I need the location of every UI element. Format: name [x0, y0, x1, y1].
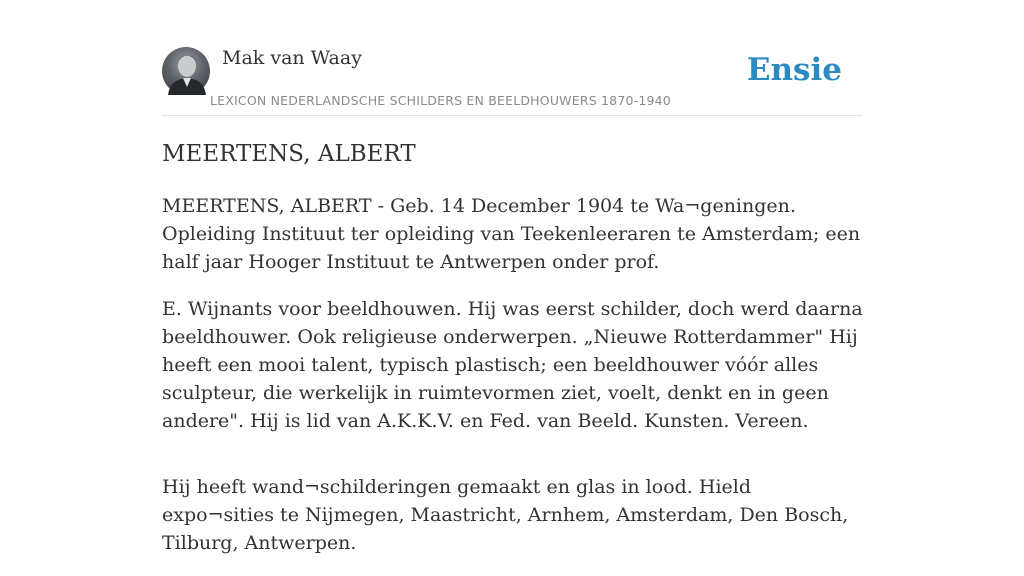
article-body	[162, 192, 867, 576]
article-paragraph: Hij heeft wand¬schilderingen gemaakt en glas in lood. Hield expo¬sities te Nijmegen, Maastricht, Arnhem, Amsterdam, Den Bosch, Tilburg, Antwerpen.	[162, 476, 849, 554]
portrait-icon	[162, 47, 210, 95]
brand-logo[interactable]: Ensie	[746, 52, 842, 88]
header	[162, 46, 862, 116]
article-title: MEERTENS, ALBERT	[162, 141, 416, 167]
article-paragraph: E. Wijnants voor beeldhouwen. Hij was eerst schilder, doch werd daarna beeldhouwer. Ook religieuse onderwerpen. „Nieuwe Rotterdammer" Hij heeft een mooi talent, typisch plastisch; een beeldhouwer vóór alles sculpteur, die werkelijk in ruimtevormen ziet, voelt, denkt en in geen andere". Hij is lid van A.K.K.V. en Fed. van Beeld. Kunsten. Vereen.	[162, 298, 863, 432]
author-name[interactable]: Mak van Waay	[222, 47, 362, 69]
article-paragraph: MEERTENS, ALBERT - Geb. 14 December 1904 te Wa¬geningen. Opleiding Instituut ter opleiding van Teekenleeraren te Amsterdam; een half jaar Hooger Instituut te Antwerpen onder prof.	[162, 195, 861, 273]
source-title[interactable]: LEXICON NEDERLANDSCHE SCHILDERS EN BEELDHOUWERS 1870-1940	[210, 93, 671, 108]
author-avatar[interactable]	[162, 47, 210, 95]
